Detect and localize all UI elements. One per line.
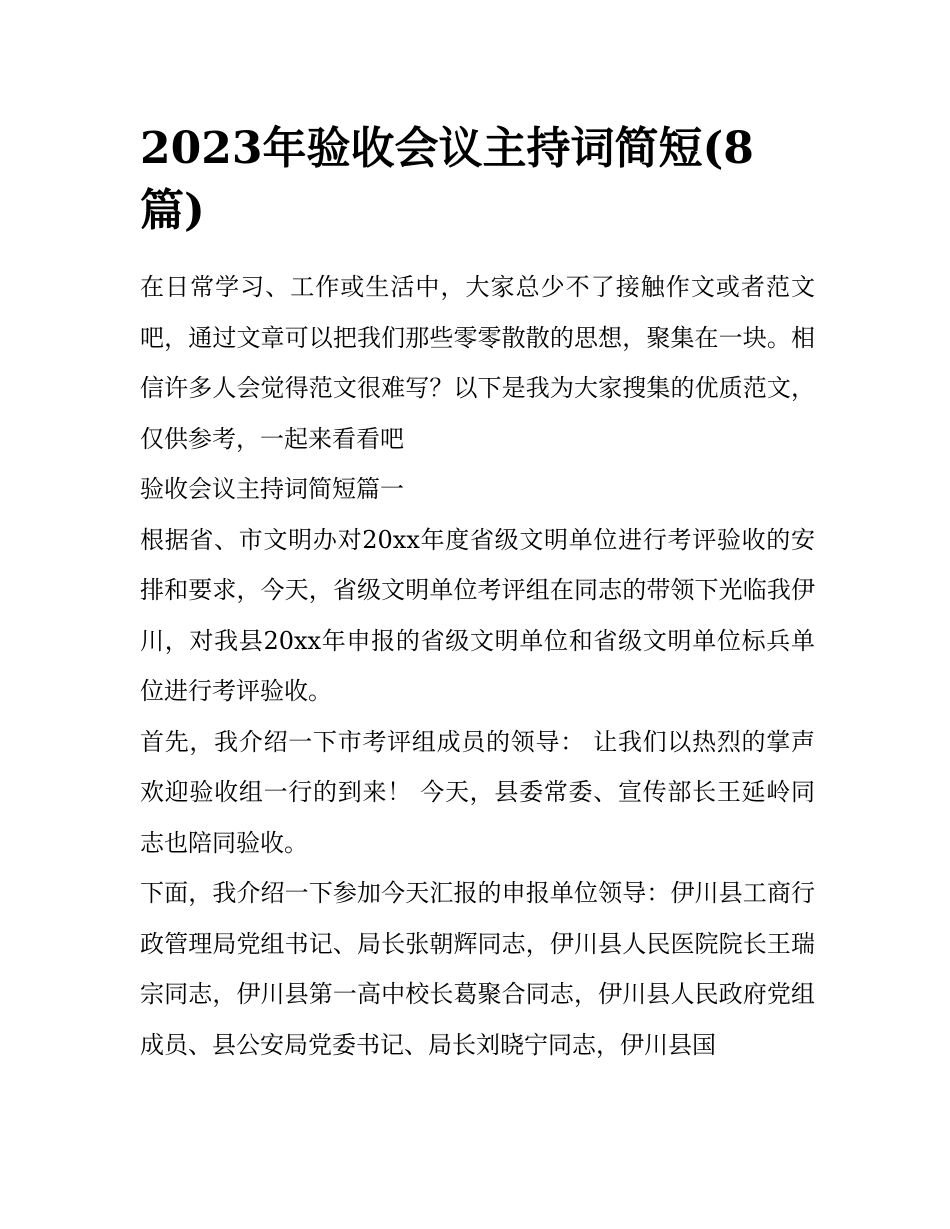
body-paragraph: 首先，我介绍一下市考评组成员的领导： 让我们以热烈的掌声欢迎验收组一行的到来！ 今天，县委常委、宣传部长王延岭同志也陪同验收。	[140, 727, 815, 857]
body-paragraph: 根据省、市文明办对20xx年度省级文明单位进行考评验收的安排和要求，今天，省级文明单位考评组在同志的带领下光临我伊川，对我县20xx年申报的省级文明单位和省级文明单位标兵单位进行考评验收。	[140, 525, 815, 705]
intro-paragraph: 在日常学习、工作或生活中，大家总少不了接触作文或者范文吧，通过文章可以把我们那些零零散散的思想，聚集在一块。相信许多人会觉得范文很难写？以下是我为大家搜集的优质范文，仅供参考，一起来看看吧	[140, 273, 815, 453]
section-heading: 验收会议主持词简短篇一	[140, 475, 404, 503]
body-paragraph: 下面，我介绍一下参加今天汇报的申报单位领导：伊川县工商行政管理局党组书记、局长张朝辉同志，伊川县人民医院院长王瑞宗同志，伊川县第一高中校长葛聚合同志，伊川县人民政府党组成员、县公安局党委书记、局长刘晓宁同志，伊川县国	[140, 879, 815, 1059]
document-title: 2023年验收会议主持词简短(8篇)	[140, 123, 754, 236]
document-body	[140, 118, 815, 1070]
